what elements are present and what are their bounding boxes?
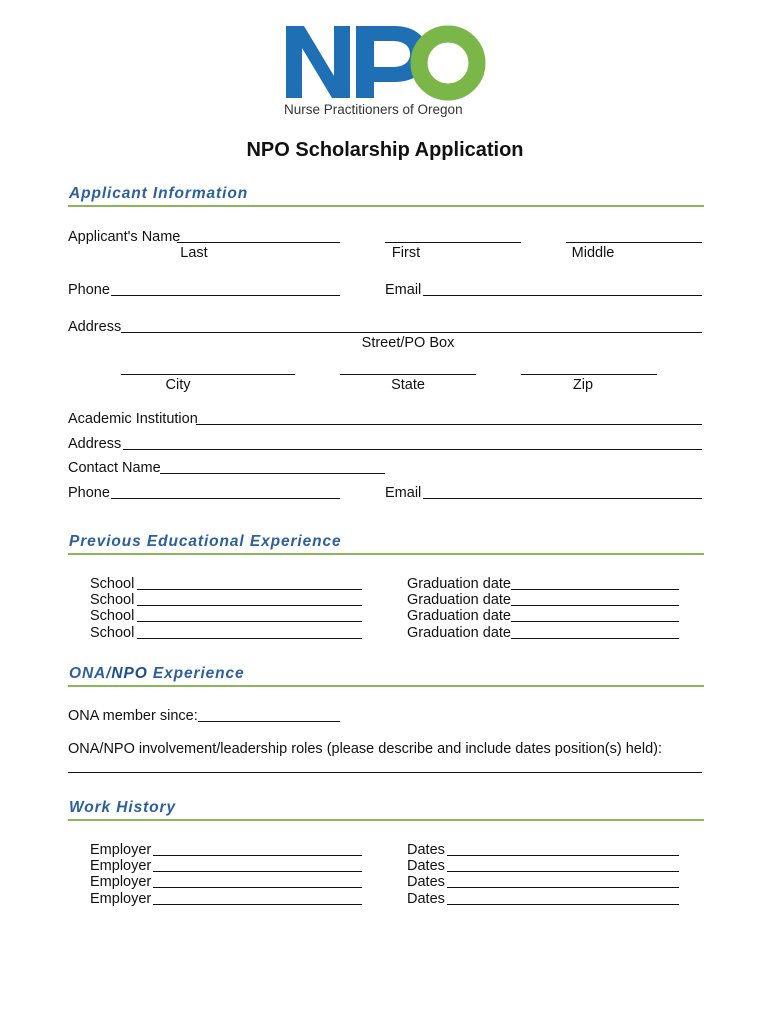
institution-phone-label: Phone <box>68 485 110 501</box>
zip-caption: Zip <box>572 377 594 393</box>
dates-field[interactable] <box>447 887 679 888</box>
dates-label: Dates <box>407 874 445 890</box>
dates-label: Dates <box>407 858 445 874</box>
graduation-date-field[interactable] <box>511 638 679 639</box>
page-title: NPO Scholarship Application <box>246 139 524 161</box>
dates-field[interactable] <box>447 904 679 905</box>
academic-institution-field[interactable] <box>196 424 702 425</box>
ona-member-since-field[interactable] <box>198 721 340 722</box>
zip-field[interactable] <box>521 374 657 375</box>
state-field[interactable] <box>340 374 476 375</box>
employer-field[interactable] <box>153 887 362 888</box>
institution-email-field[interactable] <box>423 498 702 499</box>
street-caption: Street/PO Box <box>361 335 455 351</box>
dates-label: Dates <box>407 891 445 907</box>
contact-name-field[interactable] <box>160 473 385 474</box>
employer-field[interactable] <box>153 855 362 856</box>
first-caption: First <box>391 245 421 261</box>
last-caption: Last <box>180 245 208 261</box>
school-label: School <box>90 608 135 624</box>
employer-field[interactable] <box>153 904 362 905</box>
graduation-date-field[interactable] <box>511 621 679 622</box>
npo-logo <box>282 20 492 120</box>
institution-phone-field[interactable] <box>111 498 340 499</box>
first-name-field[interactable] <box>385 242 521 243</box>
phone-label: Phone <box>68 282 110 298</box>
middle-caption: Middle <box>571 245 615 261</box>
section-heading-ona-part3: Experience <box>147 665 245 682</box>
city-caption: City <box>165 377 191 393</box>
graduation-date-label: Graduation date <box>407 608 511 624</box>
graduation-date-label: Graduation date <box>407 576 511 592</box>
middle-name-field[interactable] <box>566 242 702 243</box>
school-field[interactable] <box>137 589 362 590</box>
contact-name-label: Contact Name <box>68 460 161 476</box>
employer-label: Employer <box>90 891 152 907</box>
employer-label: Employer <box>90 842 152 858</box>
street-field[interactable] <box>121 332 702 333</box>
logo-org-name: Nurse Practitioners of Oregon <box>284 102 463 117</box>
address-label: Address <box>68 319 122 335</box>
academic-institution-label: Academic Institution <box>68 411 198 427</box>
last-name-field[interactable] <box>177 242 340 243</box>
city-field[interactable] <box>121 374 295 375</box>
employer-label: Employer <box>90 874 152 890</box>
graduation-date-label: Graduation date <box>407 625 511 641</box>
graduation-date-field[interactable] <box>511 589 679 590</box>
section-rule <box>68 205 704 207</box>
section-heading-education: Previous Educational Experience <box>69 533 342 550</box>
employer-field[interactable] <box>153 871 362 872</box>
section-heading-applicant: Applicant Information <box>69 185 249 202</box>
institution-email-label: Email <box>385 485 422 501</box>
institution-address-label: Address <box>68 436 122 452</box>
school-field[interactable] <box>137 605 362 606</box>
state-caption: State <box>391 377 425 393</box>
institution-address-field[interactable] <box>123 449 702 450</box>
email-label: Email <box>385 282 422 298</box>
school-field[interactable] <box>137 638 362 639</box>
section-heading-ona <box>69 665 245 683</box>
dates-field[interactable] <box>447 871 679 872</box>
section-rule <box>68 553 704 555</box>
graduation-date-label: Graduation date <box>407 592 511 608</box>
school-label: School <box>90 576 135 592</box>
school-field[interactable] <box>137 621 362 622</box>
ona-member-since-label: ONA member since: <box>68 708 198 724</box>
school-label: School <box>90 625 135 641</box>
section-heading-ona-npo: NPO <box>111 665 148 682</box>
dates-label: Dates <box>407 842 445 858</box>
dates-field[interactable] <box>447 855 679 856</box>
school-label: School <box>90 592 135 608</box>
section-rule <box>68 685 704 687</box>
employer-label: Employer <box>90 858 152 874</box>
section-heading-ona-part1: ONA/ <box>69 665 112 682</box>
email-field[interactable] <box>423 295 702 296</box>
ona-involvement-label: ONA/NPO involvement/leadership roles (please describe and include dates position(s) held): <box>68 741 662 757</box>
graduation-date-field[interactable] <box>511 605 679 606</box>
section-rule <box>68 819 704 821</box>
ona-involvement-field[interactable] <box>68 772 702 773</box>
section-heading-work: Work History <box>69 799 176 816</box>
applicant-name-label: Applicant's Name <box>68 229 181 245</box>
phone-field[interactable] <box>111 295 340 296</box>
